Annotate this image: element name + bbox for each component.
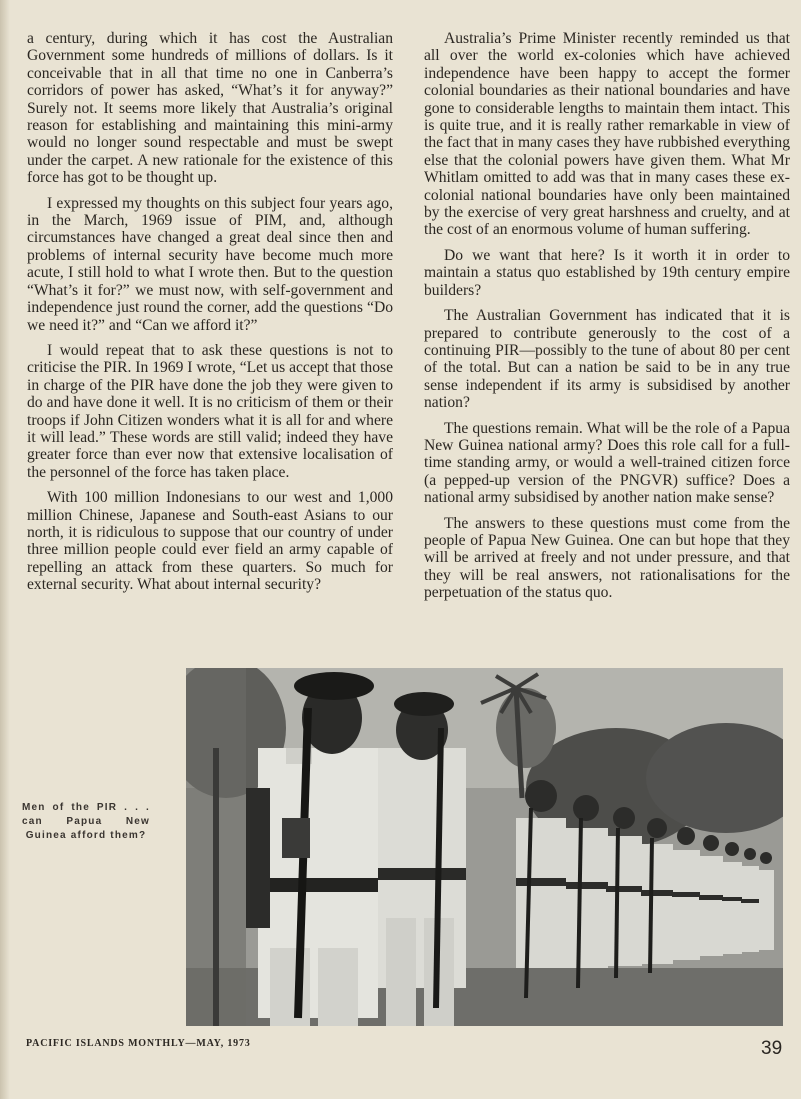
article-paragraph: The questions remain. What will be the role of a Papua New Guinea national army? Does this role call for a full-time standing army, or would a well-trained citizen force (a pepped-up version of the PNGVR) suffice? Does a national army subsidised by another nation make sense? <box>424 419 790 507</box>
page-number: 39 <box>761 1038 783 1059</box>
article-paragraph: Do we want that here? Is it worth it in order to maintain a status quo established by 19th century empire builders? <box>424 246 790 299</box>
article-right-column <box>424 30 790 610</box>
photo-caption: Men of the PIR . . . can Papua New Guinea afford them? <box>22 802 150 841</box>
article-paragraph: a century, during which it has cost the Australian Government some hundreds of millions of dollars. Is it conceivable that in all that time no one in Canberra’s corridors of power has asked, “What’s it for anyway?” Surely not. It seems more likely that Australia’s original reason for establishing and maintaining this mini-army would no longer sound respectable and must be swept under the carpet. A new rationale for the existence of this force has got to be thought up. <box>27 30 393 187</box>
soldiers-illustration <box>186 668 783 1026</box>
article-paragraph: I expressed my thoughts on this subject four years ago, in the March, 1969 issue of PIM, and, although circumstances have changed a great deal since then and problems of internal security have become much more acute, I still hold to what I wrote then. But to the question “What’s it for?” we must now, with self-government and independence just round the corner, add the questions “Do we need it?” and “Can we afford it?” <box>27 194 393 334</box>
article-paragraph: I would repeat that to ask these questions is not to criticise the PIR. In 1969 I wrote, “Let us accept that those in charge of the PIR have done the job they were given to do and have done it well. It is no criticism of them or their troops if John Citizen wonders what it is all for and where it will lead.” These words are still valid; indeed they have greater force than ever now that extensive localisation of the personnel of the force has taken place. <box>27 341 393 481</box>
article-paragraph: The Australian Government has indicated that it is prepared to contribute generously to the cost of a continuing PIR—possibly to the tune of about 80 per cent of the total. But can a nation be said to be in any true sense independent if its army is subsidised by another nation? <box>424 307 790 412</box>
publication-footer: PACIFIC ISLANDS MONTHLY—MAY, 1973 <box>26 1038 251 1049</box>
article-paragraph: The answers to these questions must come from the people of Papua New Guinea. One can but hope that they will be arrived at freely and not under pressure, and that they will be real answers, not rationalisations for the perpetuation of the status quo. <box>424 514 790 602</box>
article-left-column <box>27 30 393 602</box>
article-paragraph: Australia’s Prime Minister recently reminded us that all over the world ex-colonies which have achieved independence have been happy to accept the former colonial boundaries as their national boundaries and have gone to considerable lengths to maintain them intact. This is quite true, and it is really rather remarkable in view of the fact that in many cases they have rubbished everything else that the colonial powers have given them. What Mr Whitlam omitted to add was that in many cases these ex-colonial national boundaries have only been maintained by the exercise of very great harshness and cruelty, and at the cost of an enormous volume of human suffering. <box>424 30 790 239</box>
soldiers-photo <box>186 668 783 1026</box>
article-paragraph: With 100 million Indonesians to our west and 1,000 million Chinese, Japanese and South-east Asians to our north, it is ridiculous to suppose that our country of under three million people could ever field an army capable of repelling an attack from these quarters. So much for external security. What about internal security? <box>27 489 393 594</box>
page-binding-edge <box>0 0 10 1099</box>
